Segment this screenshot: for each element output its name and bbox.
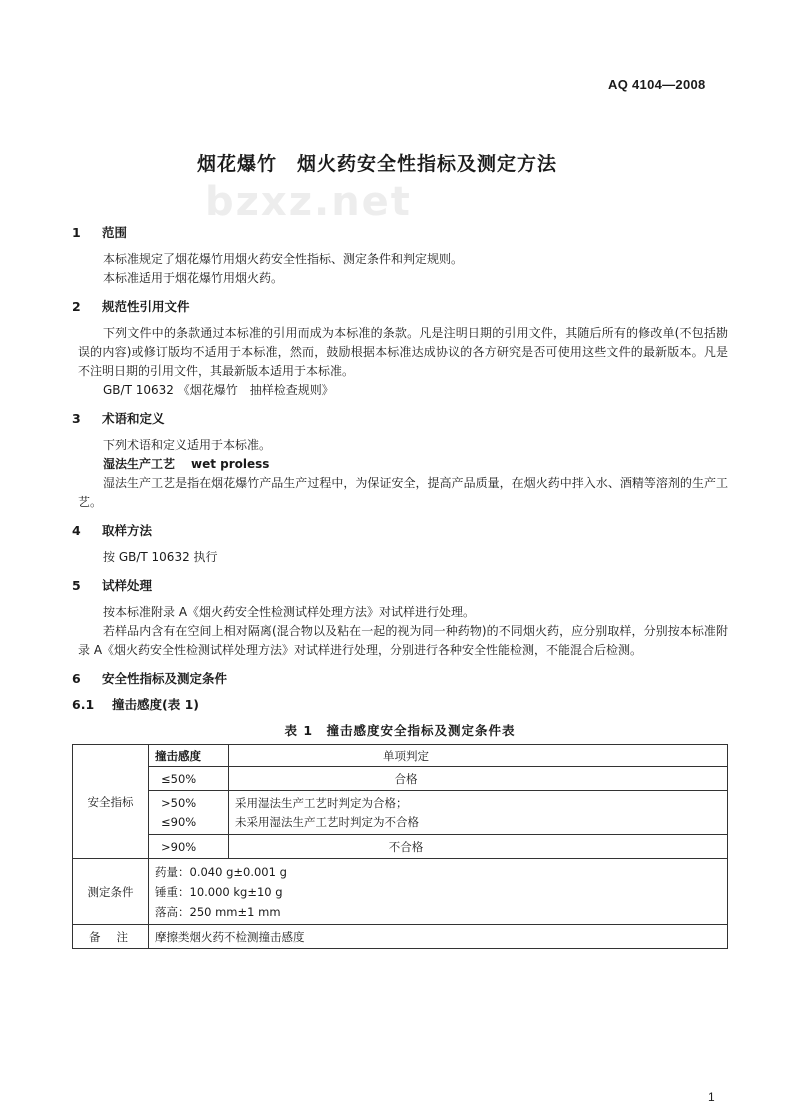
range-cell: ≤50% xyxy=(149,767,229,791)
condition-hammer-weight: 锤重：10.000 kg±10 g xyxy=(155,884,283,899)
section-title: 取样方法 xyxy=(102,523,153,538)
section-3-heading xyxy=(72,410,728,428)
table-row xyxy=(73,791,728,835)
safety-indicator-label: 安全指标 xyxy=(73,745,149,859)
section-4-paragraph-1: 按 GB/T 10632 执行 xyxy=(103,550,218,564)
note-label: 备注 xyxy=(89,929,144,944)
section-title: 安全性指标及测定条件 xyxy=(102,671,228,686)
section-title: 范围 xyxy=(102,225,128,240)
section-title: 规范性引用文件 xyxy=(102,299,190,314)
section-number: 5 xyxy=(72,578,81,593)
judgement-cell xyxy=(229,767,728,791)
header-judgement-cell xyxy=(229,745,728,767)
header-impact-sensitivity: 撞击感度 xyxy=(149,745,229,767)
judgement-line-1: 采用湿法生产工艺时判定为合格； xyxy=(235,795,408,810)
section-number: 2 xyxy=(72,299,81,314)
section-2-paragraph-1: 下列文件中的条款通过本标准的引用而成为本标准的条款。凡是注明日期的引用文件，其随后所有的修改单(不包括勘误的内容)或修订版均不适用于本标准，然而，鼓励根据本标准达成协议的各方研究是否可使用这些文件的最新版本。凡是不注明日期的引用文件，其最新版本适用于本标准。 xyxy=(78,326,728,378)
section-number: 4 xyxy=(72,523,81,538)
watermark: bzxz.net xyxy=(205,179,412,225)
document-title: 烟花爆竹 烟火药安全性指标及测定方法 xyxy=(197,153,558,175)
section-title: 术语和定义 xyxy=(102,411,165,426)
section-number: 1 xyxy=(72,225,81,240)
note-label-cell xyxy=(73,925,149,949)
subsection-6-1-heading xyxy=(72,696,728,714)
range-cell xyxy=(149,791,229,835)
range-upper: ≤90% xyxy=(161,814,197,829)
judgement-text: 合格 xyxy=(394,771,418,786)
section-5-paragraph-1: 按本标准附录 A《烟火药安全性检测试样处理方法》对试样进行处理。 xyxy=(103,605,476,619)
table-row xyxy=(73,859,728,925)
condition-drop-height: 落高：250 mm±1 mm xyxy=(155,904,281,919)
section-3-paragraph-1: 下列术语和定义适用于本标准。 xyxy=(103,438,272,452)
section-2-heading xyxy=(72,298,728,316)
page-number: 1 xyxy=(708,1090,715,1104)
table-row xyxy=(73,767,728,791)
header-single-judgement: 单项判定 xyxy=(383,748,429,763)
judgement-cell xyxy=(229,835,728,859)
table-row xyxy=(73,925,728,949)
conditions-cell xyxy=(149,859,728,925)
section-title: 试样处理 xyxy=(102,578,153,593)
term-entry xyxy=(72,455,728,474)
condition-dose: 药量：0.040 g±0.001 g xyxy=(155,864,287,879)
section-1-paragraph-2: 本标准适用于烟花爆竹用烟火药。 xyxy=(103,271,284,285)
section-1-paragraph-1: 本标准规定了烟花爆竹用烟火药安全性指标、测定条件和判定规则。 xyxy=(103,252,464,266)
term-definition: 湿法生产工艺是指在烟花爆竹产品生产过程中，为保证安全，提高产品质量，在烟火药中拌入水、酒精等溶剂的生产工艺。 xyxy=(78,476,728,509)
range-cell: >90% xyxy=(149,835,229,859)
note-text: 摩擦类烟火药不检测撞击感度 xyxy=(149,925,728,949)
impact-sensitivity-table xyxy=(72,744,728,949)
table-header-row xyxy=(73,745,728,767)
subsection-title: 撞击感度(表 1) xyxy=(112,697,199,712)
section-number: 3 xyxy=(72,411,81,426)
term-en: wet proless xyxy=(191,457,270,471)
section-6-heading xyxy=(72,670,728,688)
judgement-line-2: 未采用湿法生产工艺时判定为不合格 xyxy=(235,814,419,829)
section-5-paragraph-2: 若样品内含有在空间上相对隔离(混合物以及粘在一起的视为同一种药物)的不同烟火药，应分别取样，分别按本标准附录 A《烟火药安全性检测试样处理方法》对试样进行处理，分别进行各种安全性能检测，不能混合后检测。 xyxy=(78,624,728,657)
range-lower: >50% xyxy=(161,795,197,810)
judgement-cell xyxy=(229,791,728,835)
section-4-heading xyxy=(72,522,728,540)
term-zh: 湿法生产工艺 xyxy=(103,457,176,471)
document-body xyxy=(72,224,728,949)
standard-code: AQ 4104—2008 xyxy=(608,77,706,92)
normative-reference: GB/T 10632 《烟花爆竹 抽样检查规则》 xyxy=(103,383,334,397)
subsection-number: 6.1 xyxy=(72,697,95,712)
judgement-text: 不合格 xyxy=(388,839,424,854)
table-1-caption: 表 1 撞击感度安全指标及测定条件表 xyxy=(284,723,516,738)
section-1-heading xyxy=(72,224,728,242)
section-number: 6 xyxy=(72,671,81,686)
section-5-heading xyxy=(72,577,728,595)
table-row xyxy=(73,835,728,859)
conditions-label: 测定条件 xyxy=(73,859,149,925)
